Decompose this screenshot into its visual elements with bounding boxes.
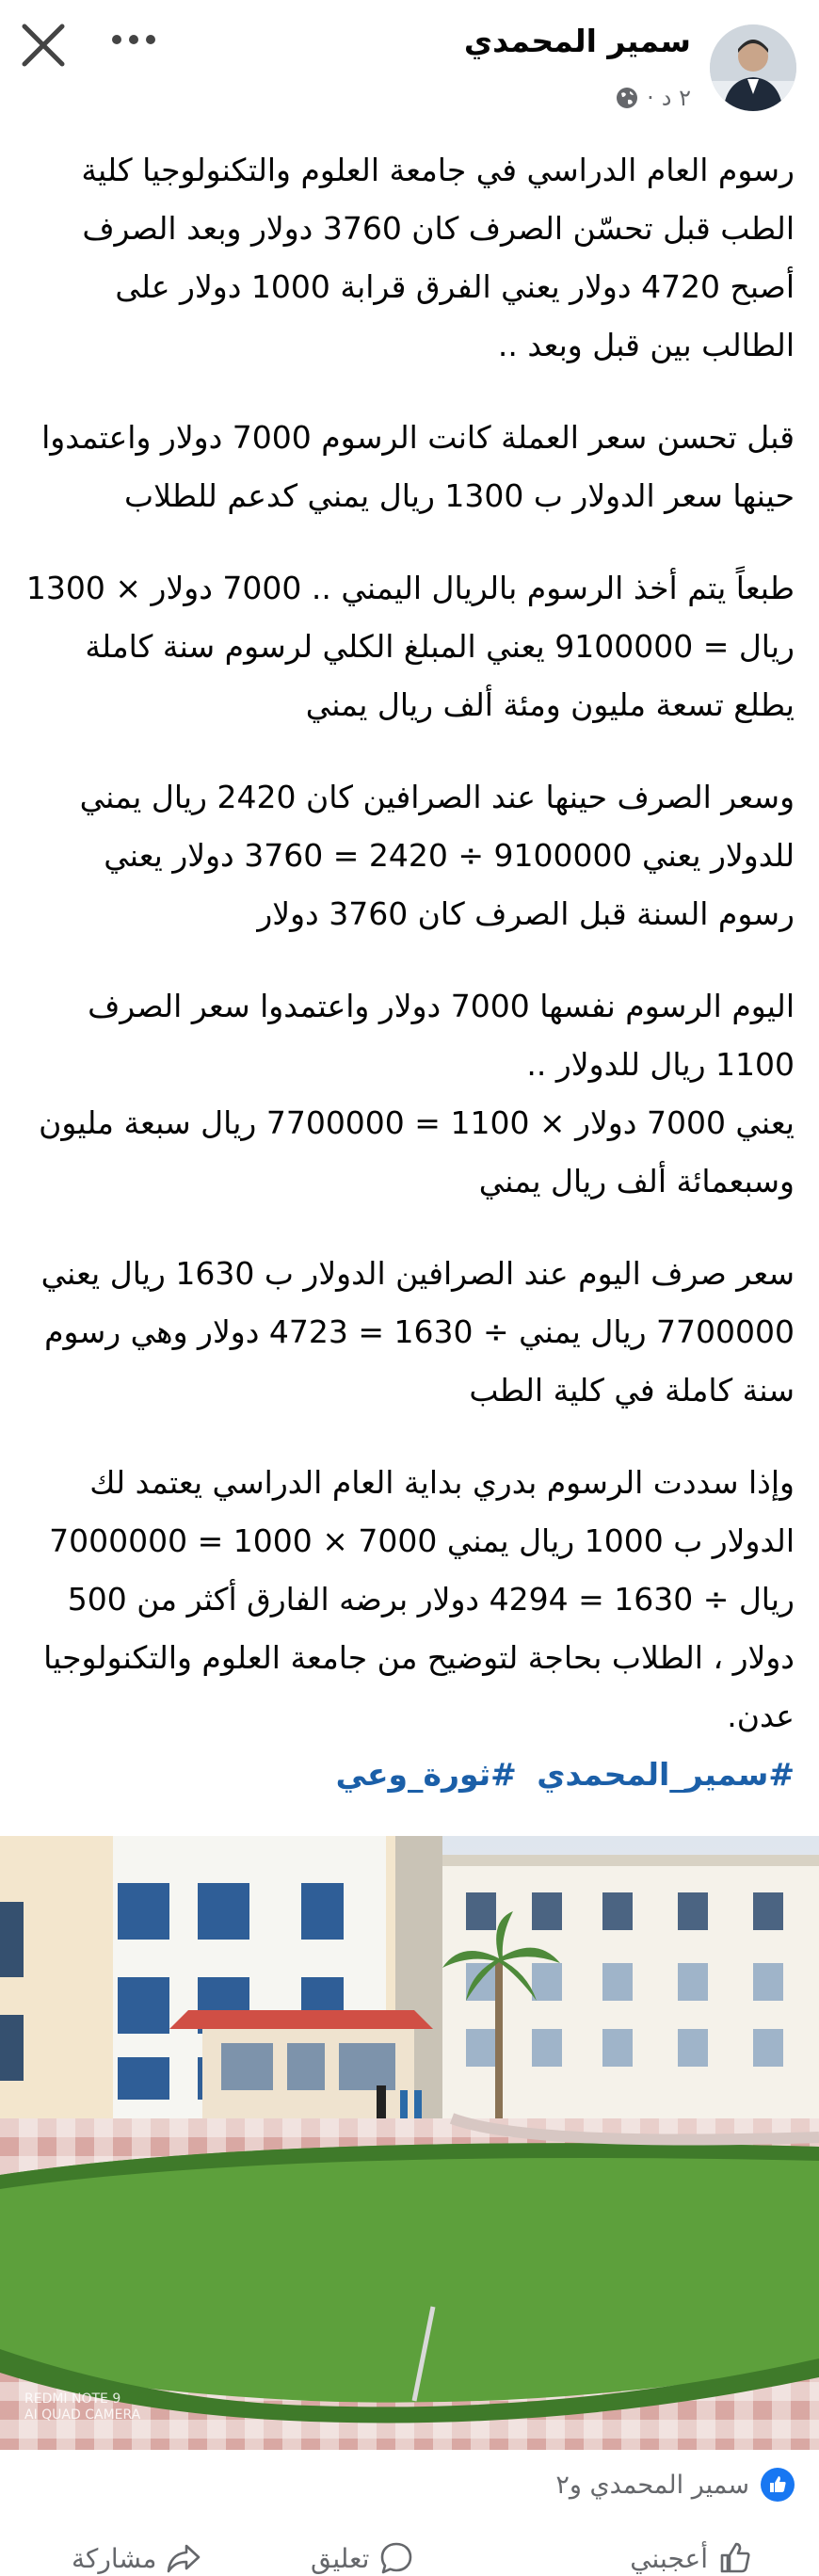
- action-bar: [0, 2533, 819, 2576]
- university-courtyard-image: [0, 1836, 819, 2450]
- reactions-count: سمير المحمدي و٢: [555, 2470, 749, 2500]
- post-paragraph: قبل تحسن سعر العملة كانت الرسوم 7000 دولار واعتمدوا حينها سعر الدولار ب 1300 ريال يمني كدعم للطلاب: [41, 419, 795, 514]
- post-paragraph: طبعاً يتم أخذ الرسوم بالريال اليمني .. 7000 دولار × 1300 ريال = 9100000 يعني المبلغ الكلي لرسوم سنة كاملة يطلع تسعة مليون ومئة ألف ريال يمني: [25, 570, 795, 723]
- post-paragraph: سعر صرف اليوم عند الصرافين الدولار ب 1630 ريال يعني 7700000 ريال يمني ÷ 1630 = 4723 دولار وهي رسوم سنة كاملة في كلية الطب: [40, 1255, 795, 1409]
- like-button[interactable]: [630, 2540, 753, 2576]
- comment-button[interactable]: [311, 2540, 414, 2576]
- share-button[interactable]: [72, 2540, 201, 2576]
- reactions-summary[interactable]: [555, 2465, 795, 2504]
- more-options-button[interactable]: [105, 21, 162, 58]
- thumbs-up-icon: [717, 2540, 753, 2576]
- globe-icon: [615, 86, 639, 110]
- share-icon: [166, 2540, 201, 2576]
- like-label: أعجبني: [630, 2542, 708, 2574]
- avatar[interactable]: [710, 24, 796, 111]
- thumbs-up-icon: [761, 2468, 795, 2502]
- post-body: [21, 141, 795, 1804]
- post-photo[interactable]: [0, 1836, 819, 2450]
- watermark-line: REDMI NOTE 9: [24, 2391, 121, 2407]
- share-label: مشاركة: [72, 2542, 157, 2574]
- post-header: [0, 0, 819, 132]
- post-paragraph: وسعر الصرف حينها عند الصرافين كان 2420 ريال يمني للدولار يعني 9100000 ÷ 2420 = 3760 دولار يعني رسوم السنة قبل الصرف كان 3760 دولار: [79, 779, 795, 932]
- post-paragraph: رسوم العام الدراسي في جامعة العلوم والتكنولوجيا كلية الطب قبل تحسّن الصرف كان 3760 دولار وبعد الصرف أصبح 4720 دولار يعني الفرق قرابة 1000 دولار على الطالب بين قبل وبعد ..: [81, 152, 795, 363]
- watermark-line: AI QUAD CAMERA: [24, 2407, 141, 2423]
- comment-icon: [378, 2540, 414, 2576]
- post-meta: [615, 85, 691, 111]
- hashtag-link[interactable]: #ثورة_وعي: [335, 1756, 517, 1793]
- camera-watermark: [24, 2391, 140, 2423]
- post-paragraph: اليوم الرسوم نفسها 7000 دولار واعتمدوا سعر الصرف 1100 ريال للدولار .. يعني 7000 دولار × 1100 = 7700000 ريال سبعة مليون وسبعمائة ألف ريال يمني: [39, 988, 795, 1199]
- more-icon: [105, 21, 162, 58]
- post-paragraph: وإذا سددت الرسوم بدري بداية العام الدراسي يعتمد لك الدولار ب 1000 ريال يمني 7000 × 1000 = 7000000 ريال ÷ 1630 = 4294 دولار برضه الفارق أكثر من 500 دولار ، الطلاب بحاجة لتوضيح من جامعة العلوم والتكنولوجيا عدن.: [43, 1464, 795, 1734]
- comment-label: تعليق: [311, 2542, 370, 2574]
- author-name[interactable]: سمير المحمدي: [463, 23, 691, 59]
- meta-separator: ·: [647, 85, 654, 111]
- post-time: ٢ د: [661, 85, 691, 111]
- close-button[interactable]: [17, 19, 70, 72]
- close-icon: [17, 19, 70, 72]
- hashtag-link[interactable]: #سمير_المحمدي: [537, 1756, 795, 1793]
- hashtag-row: [21, 1746, 795, 1804]
